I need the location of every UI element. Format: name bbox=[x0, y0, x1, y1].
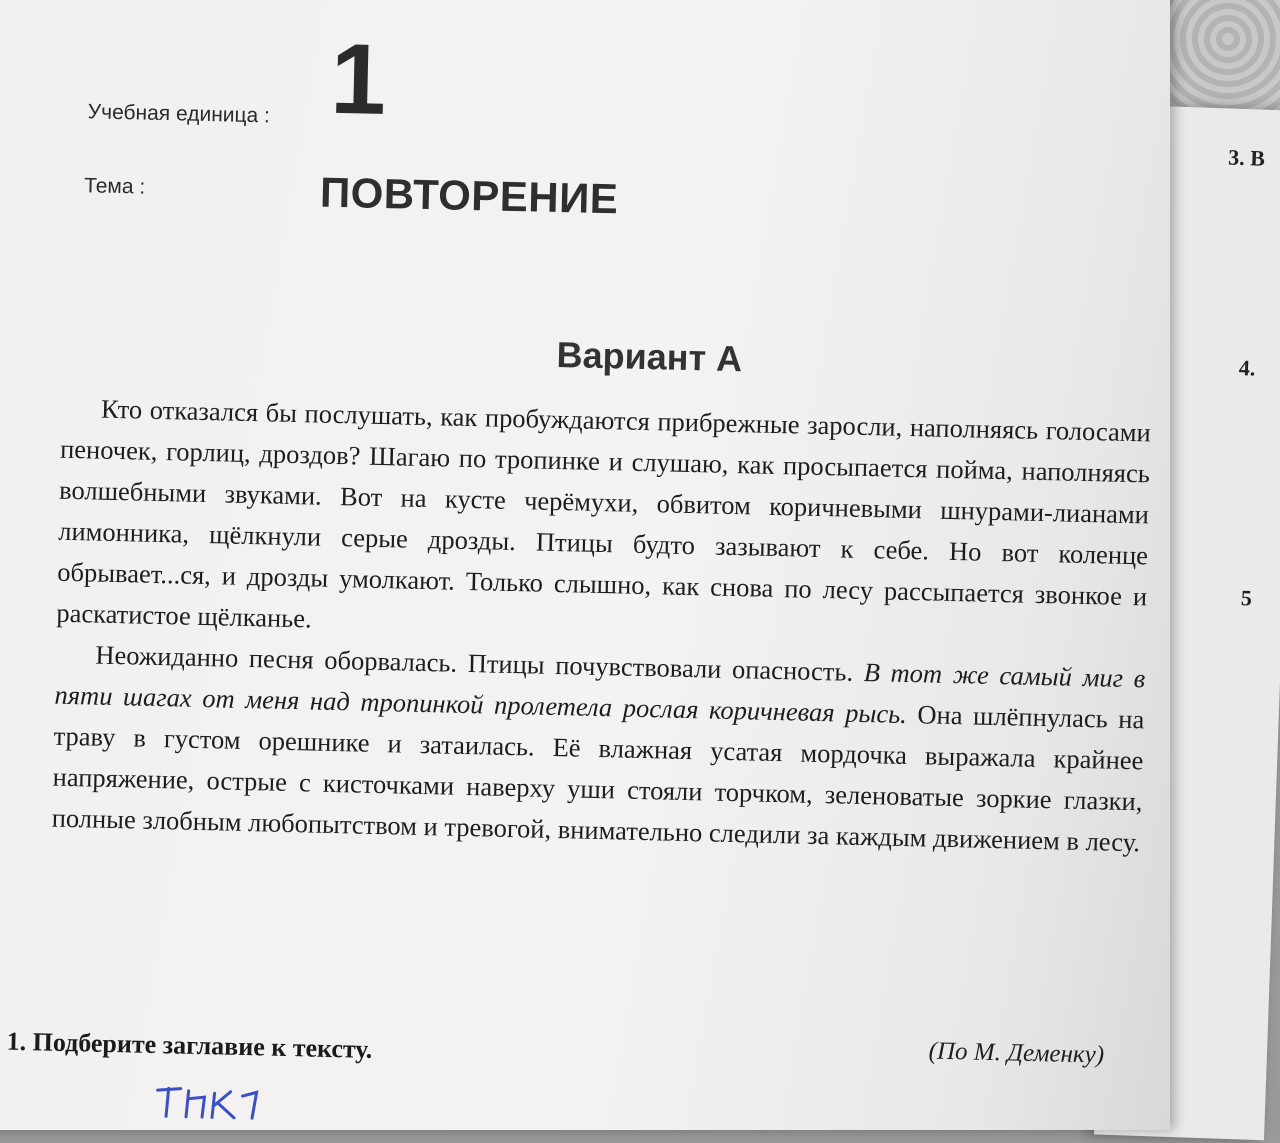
handwritten-mark-icon bbox=[152, 1078, 293, 1121]
right-page-fragment: 5 bbox=[1240, 585, 1253, 611]
reading-text bbox=[51, 388, 1151, 864]
paragraph-end: Она шлёпнулась на траву в густом орешнике и затаилась. Её влажная усатая мордочка выражала крайнее напряжение, острые с кисточками наверху уши стояли торчком, зеленоватые зоркие глазки, полные злобным любопытством и тревогой, внимательно следили за каждым движением в лесу. bbox=[51, 699, 1145, 858]
unit-label: Учебная единица : bbox=[87, 100, 271, 128]
unit-number: 1 bbox=[329, 22, 388, 137]
paragraph bbox=[51, 634, 1145, 864]
topic-label: Тема : bbox=[83, 174, 146, 199]
variant-title: Вариант А bbox=[556, 333, 743, 380]
paragraph: Кто отказался бы послушать, как пробуждаются прибрежные заросли, наполняясь голосами пеночек, горлиц, дроздов? Шагаю по тропинке и слушаю, как просыпается пойма, наполняясь волшебными звуками. Вот на кусте черёмухи, обвитом коричневыми шнурами-лианами лимонника, щёлкнули серые дрозды. Птицы будто зазывают к себе. Но вот коленце обрывает...ся, и дрозды умолкают. Только слышно, как снова по лесу рассыпается звонкое и раскатистое щёлканье. bbox=[56, 393, 1152, 634]
task-1: 1. Подберите заглавие к тексту. bbox=[6, 1026, 373, 1064]
right-page-fragment: 3. В bbox=[1227, 144, 1266, 171]
right-page-fragment: 4. bbox=[1238, 354, 1256, 381]
topic-title: ПОВТОРЕНИЕ bbox=[319, 168, 619, 223]
italic-sentence: В тот же самый миг в пяти шагах от меня над тропинкой пролетела рослая коричневая рысь. bbox=[54, 657, 1146, 730]
paragraph-start: Неожиданно песня оборвалась. Птицы почувствовали опасность. bbox=[95, 639, 865, 688]
source-attribution: (По М. Деменку) bbox=[928, 1037, 1105, 1069]
